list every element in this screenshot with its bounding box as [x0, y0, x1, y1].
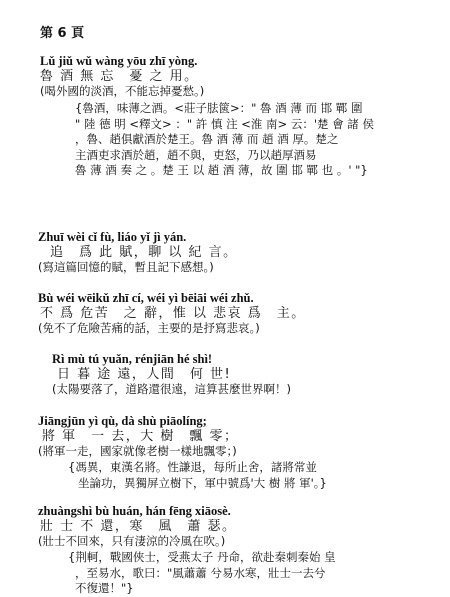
- chinese-line: 追 爲 此 賦，聊 以 紀 言。: [50, 245, 238, 260]
- annotation-line: 魯 薄 酒 奏 之 。楚 王 以 趙 酒 薄，故 圍 邯 鄲 也 。' "}: [75, 163, 368, 177]
- chinese-line: 不 爲 危苦 之 辭，惟 以 悲哀 爲 主。: [40, 306, 306, 321]
- chinese-line: 將 軍 一 去，大 樹 飄 零；: [42, 429, 239, 444]
- annotation-line: " 陸 德 明 <釋文> ：" 許 慎 注 <淮 南> 云：'楚 會 諸 侯: [75, 116, 374, 131]
- translation-line: (壯士不回來，只有淒涼的冷風在吹。): [38, 534, 226, 548]
- pinyin-line: Zhuī wèi cǐ fù, liáo yǐ jì yán.: [38, 230, 187, 244]
- page-label: 第 6 頁: [40, 26, 85, 41]
- translation-line: (免不了危險苦痛的話，主要的是抒寫悲哀。): [38, 321, 260, 335]
- verse-entry: [0, 230, 450, 275]
- verse-entry: [0, 291, 450, 336]
- annotation-block: [0, 460, 450, 491]
- verse-entry: [0, 414, 450, 491]
- translation-line: (寫這篇回憶的賦，暫且記下感想。): [38, 260, 214, 274]
- annotation-line: 不復還！"}: [75, 581, 134, 595]
- verse-entry: [0, 352, 450, 397]
- annotation-block: [0, 550, 450, 597]
- verse-entry: [0, 504, 450, 597]
- chinese-line: 日 暮 途 遠，人間 何 世!: [57, 367, 232, 382]
- translation-line: (將軍一走，國家就像老樹一樣地飄零；): [38, 444, 237, 458]
- annotation-line: {荆軻，戰國俠士，受燕太子 丹命，欲赴秦刺秦始 皇: [68, 550, 336, 564]
- chinese-line: 魯 酒 無 忘 憂 之 用。: [40, 69, 199, 84]
- annotation-line: ，魯、趙俱獻酒於楚王。魯 酒 薄 而 趙 酒 厚。楚之: [75, 132, 339, 146]
- annotation-line: 坐論功，異獨屏立樹下，軍中號爲'大 樹 將 軍'。}: [78, 475, 327, 490]
- pinyin-line: zhuàngshì bù huán, hán fēng xiāosè.: [38, 504, 231, 518]
- annotation-line: ，至易水，歌曰："風蕭蕭 兮易水寒，壯士一去兮: [75, 565, 326, 580]
- pinyin-line: Bù wéi wēikǔ zhī cí, wéi yì bēiāi wéi zhǔ.: [38, 291, 254, 305]
- annotation-block: [0, 101, 450, 179]
- translation-line: (太陽要落了，道路還很遠，這算甚麼世界啊！): [52, 382, 291, 396]
- annotation-line: {馮異，東漢名將。性謙退，每所止舍，諸將常並: [68, 460, 317, 474]
- translation-line: (喝外國的淡酒，不能忘掉憂愁。): [40, 84, 205, 98]
- pinyin-line: Jiāngjūn yì qù, dà shù piāolíng;: [38, 414, 207, 428]
- annotation-line: 主酒吏求酒於趙，趙不與，吏怒，乃以趙厚酒易: [75, 147, 317, 162]
- pinyin-line: Rì mù tú yuǎn, rénjiān hé shì!: [52, 352, 213, 366]
- annotation-line: {魯酒，味薄之酒。<莊子胠篋>：" 魯 酒 薄 而 邯 鄲 圍: [75, 101, 363, 115]
- verse-entry: [0, 54, 450, 179]
- pinyin-line: Lǔ jiǔ wǔ wàng yōu zhī yòng.: [40, 54, 198, 68]
- chinese-line: 壯 士 不 還，寒 風 蕭 瑟。: [40, 519, 237, 534]
